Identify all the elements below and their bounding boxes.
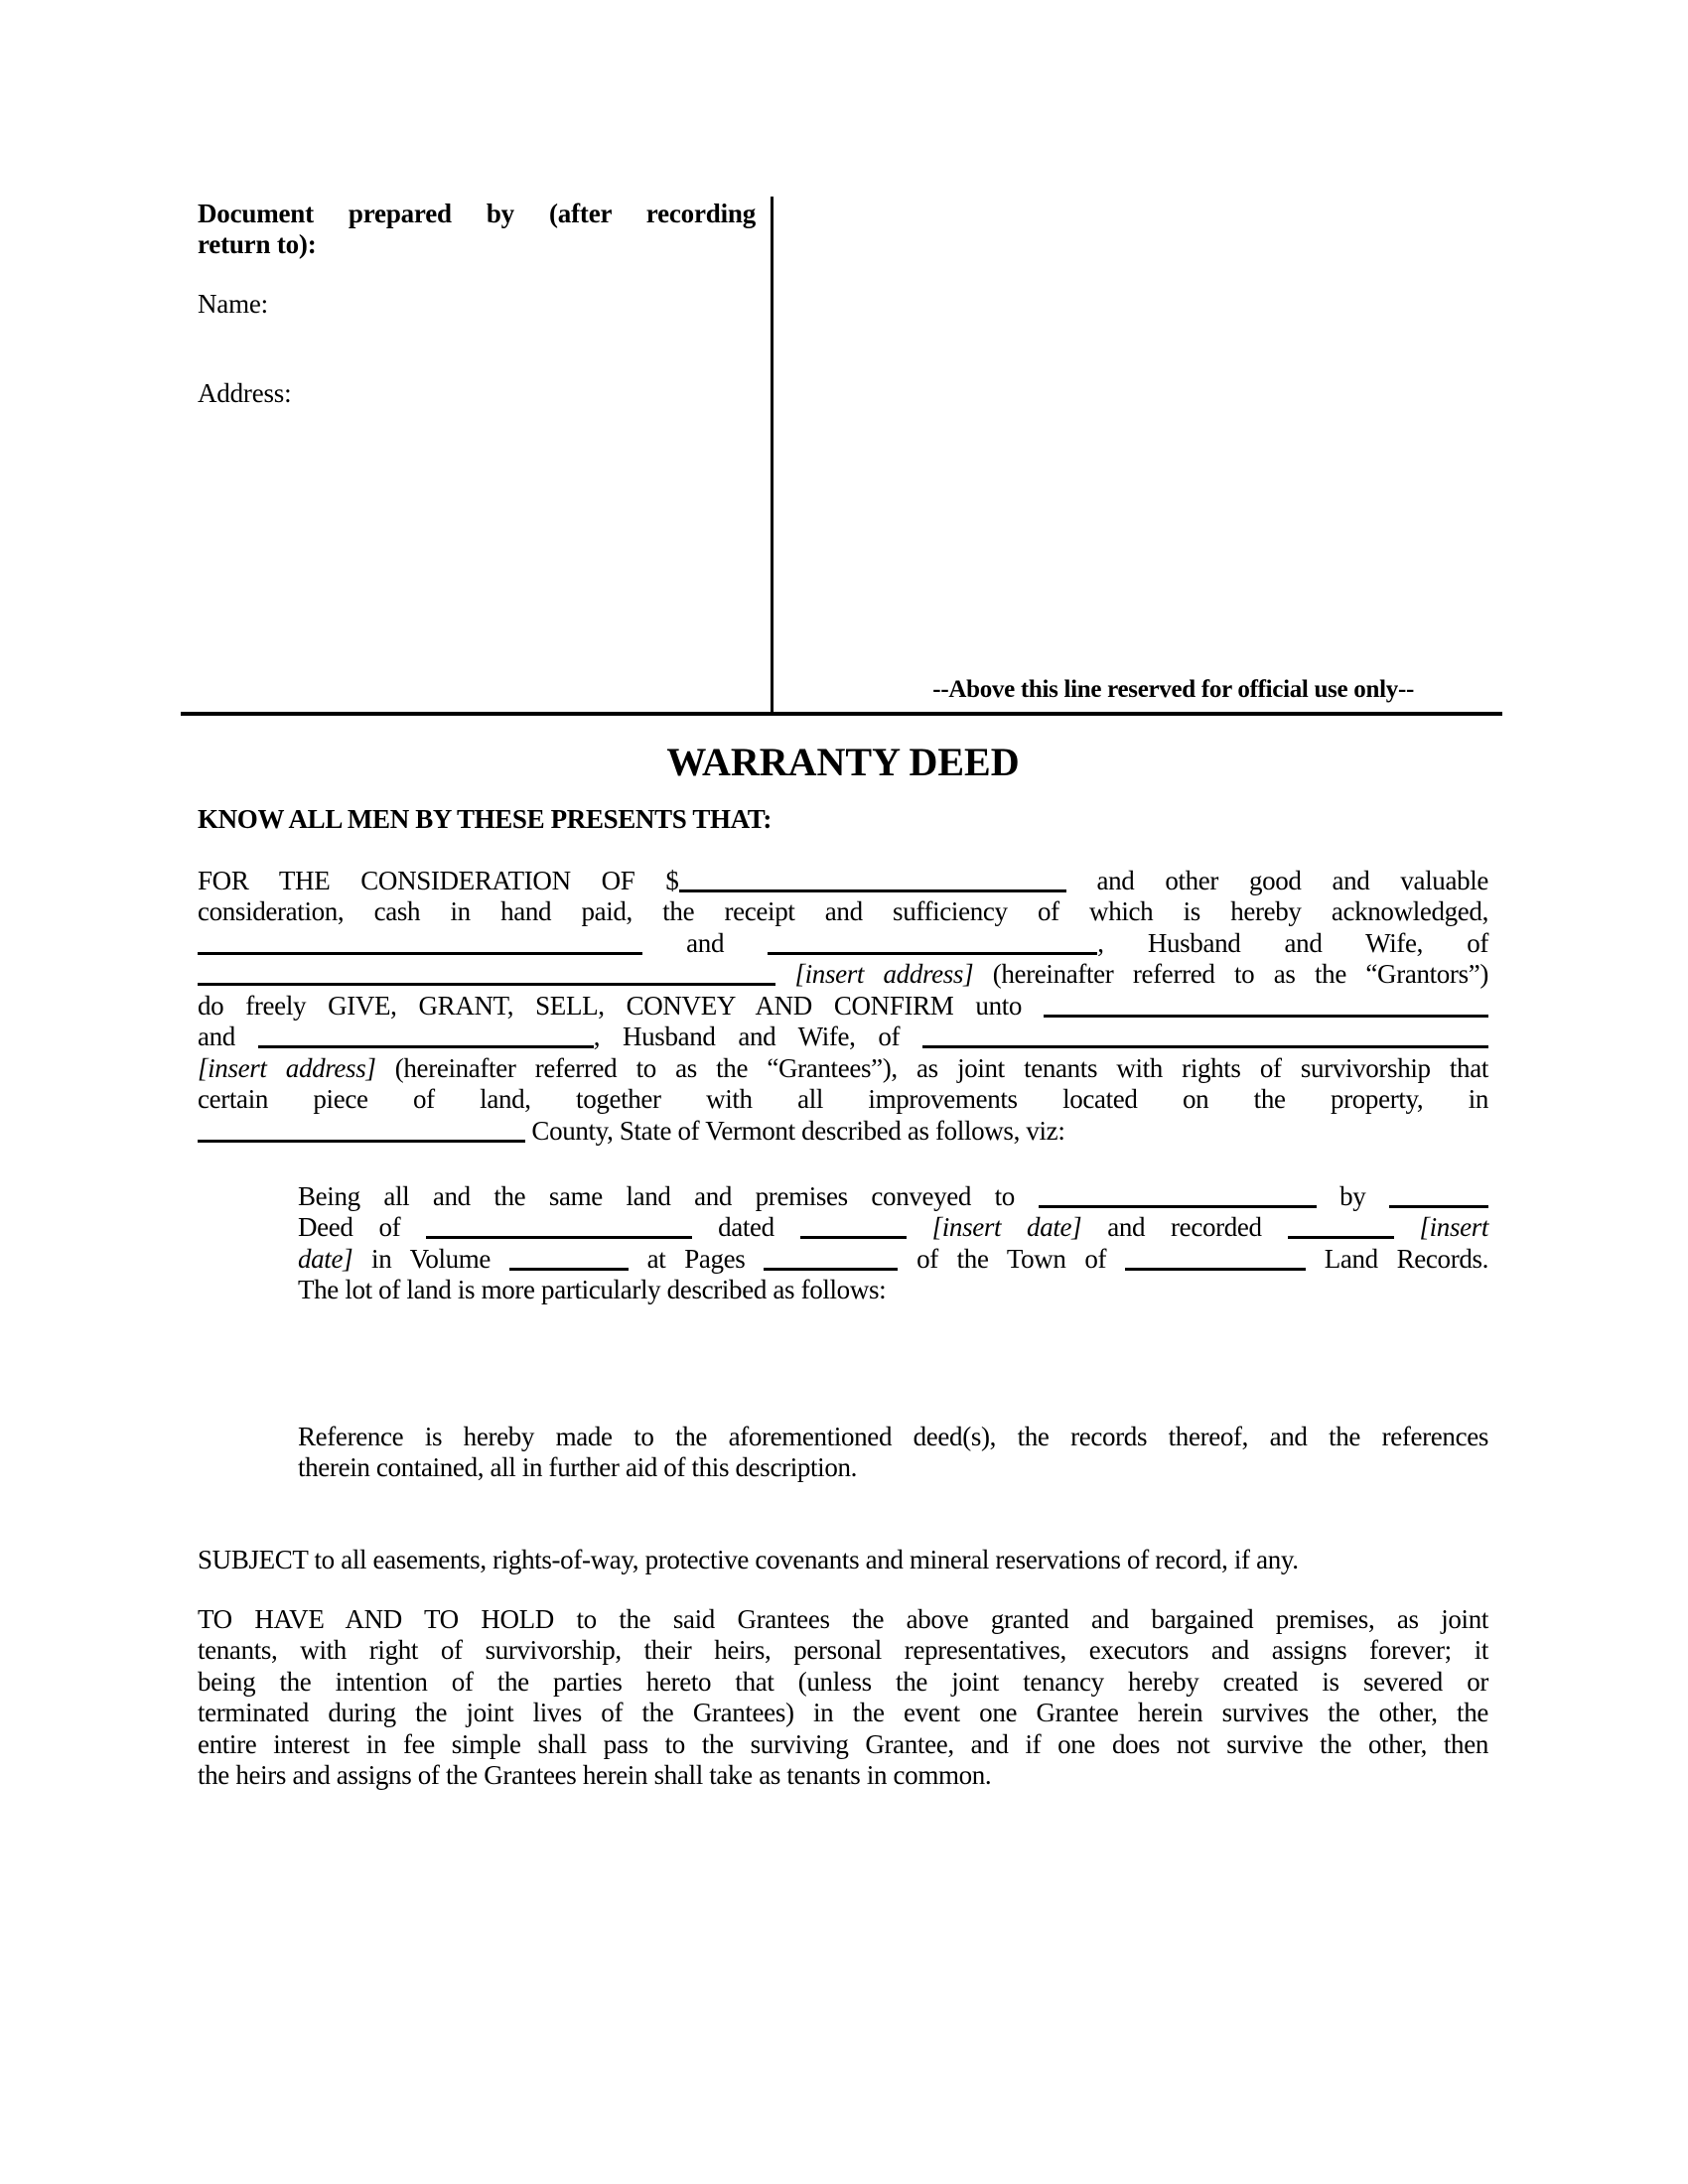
form-line (198, 1022, 1488, 1052)
blank-line (198, 952, 642, 955)
form-line (298, 1244, 1488, 1275)
text-run: Being all and the same land and premises conveyed to (298, 1181, 1015, 1211)
text-run: and other good and valuable (1096, 866, 1489, 895)
blank-line (1125, 1268, 1306, 1271)
text-run: (hereinafter referred to as the “Grantors”) (992, 959, 1489, 990)
intro-heading: KNOW ALL MEN BY THESE PRESENTS THAT: (198, 804, 773, 834)
text-run: , Husband and Wife, of (593, 1022, 901, 1052)
form-line: entire interest in fee simple shall pass to the surviving Grantee, and if one does not survive the other, then (198, 1728, 1488, 1759)
text-run: FOR THE CONSIDERATION OF $ (198, 866, 679, 895)
blank-line (764, 1268, 898, 1271)
blank-line (1389, 1205, 1488, 1208)
form-line (298, 1212, 1488, 1243)
form-line (198, 959, 1488, 990)
blank-line (509, 1268, 629, 1271)
blank-line (1039, 1205, 1317, 1208)
prepared-by-block (198, 199, 756, 261)
text-run: in Volume (371, 1243, 492, 1274)
blank-line (426, 1236, 692, 1239)
form-line: TO HAVE AND TO HOLD to the said Grantees the above granted and bargained premises, as joint (198, 1604, 1488, 1634)
header-horizontal-rule (181, 712, 1502, 716)
text-run: [insert address] (198, 1052, 376, 1083)
text-run: [insert address] (794, 959, 974, 990)
text-run: dated (718, 1212, 774, 1243)
form-line: terminated during the joint lives of the Grantees) in the event one Grantee herein survives the other, the (198, 1698, 1488, 1728)
header-vertical-divider (771, 197, 774, 712)
blank-line (198, 1140, 525, 1143)
form-line (198, 991, 1488, 1022)
blank-line (922, 1045, 1488, 1048)
form-line: therein contained, all in further aid of this description. (298, 1452, 858, 1483)
text-run: and (198, 1022, 235, 1052)
prepared-by-line1: Document prepared by (after recording (198, 199, 756, 228)
text-run: and recorded (1107, 1212, 1262, 1243)
form-line: being the intention of the parties hereto that (unless the joint tenancy hereby created is severed or (198, 1666, 1488, 1697)
form-line (198, 1116, 1488, 1147)
form-line: the heirs and assigns of the Grantees herein shall take as tenants in common. (198, 1760, 992, 1791)
blank-line (1044, 1015, 1488, 1018)
text-run: date] (298, 1243, 353, 1274)
blank-line (1288, 1236, 1394, 1239)
text-run: at Pages (646, 1243, 746, 1274)
form-line: consideration, cash in hand paid, the receipt and sufficiency of which is hereby acknowledged, (198, 896, 1488, 927)
text-run: do freely GIVE, GRANT, SELL, CONVEY AND CONFIRM unto (198, 990, 1023, 1021)
form-line (298, 1181, 1488, 1212)
blank-line (198, 983, 775, 986)
form-line: The lot of land is more particularly described as follows: (298, 1275, 887, 1305)
derivation-paragraph (298, 1181, 1488, 1306)
text-run: Deed of (298, 1212, 401, 1243)
reserved-note: --Above this line reserved for official use only-- (932, 676, 1414, 703)
prepared-by-line2: return to): (198, 229, 317, 260)
form-line: Reference is hereby made to the aforementioned deed(s), the records thereof, and the references (298, 1422, 1488, 1451)
text-run: Land Records. (1324, 1243, 1489, 1274)
blank-line (258, 1045, 594, 1048)
text-run: and (686, 927, 725, 958)
blank-line (679, 889, 1066, 892)
form-line: certain piece of land, together with all improvements located on the property, in (198, 1084, 1488, 1115)
text-run: by (1339, 1181, 1366, 1211)
subject-clause: SUBJECT to all easements, rights-of-way, protective covenants and mineral reservations of record, if any. (198, 1545, 1299, 1574)
form-line: tenants, with right of survivorship, their heirs, personal representatives, executors and assigns forever; it (198, 1635, 1488, 1666)
name-label: Name: (198, 289, 268, 319)
habendum-paragraph (198, 1604, 1488, 1792)
text-run: County, State of Vermont described as follows, viz: (531, 1115, 1065, 1146)
consideration-paragraph (198, 866, 1488, 1147)
text-run: , Husband and Wife, of (1097, 927, 1488, 958)
document-title: WARRANTY DEED (666, 740, 1020, 784)
text-run: [insert date] (931, 1212, 1082, 1243)
form-line (198, 1053, 1488, 1084)
form-line (198, 866, 1488, 896)
blank-line (768, 952, 1097, 955)
form-line (198, 928, 1488, 959)
text-run: (hereinafter referred to as the “Grantees”), as joint tenants with rights of survivorship that (394, 1052, 1488, 1083)
text-run: of the Town of (916, 1243, 1107, 1274)
text-run: [insert (1419, 1212, 1489, 1243)
reference-paragraph (298, 1422, 1488, 1484)
blank-line (800, 1236, 907, 1239)
address-label: Address: (198, 378, 292, 408)
